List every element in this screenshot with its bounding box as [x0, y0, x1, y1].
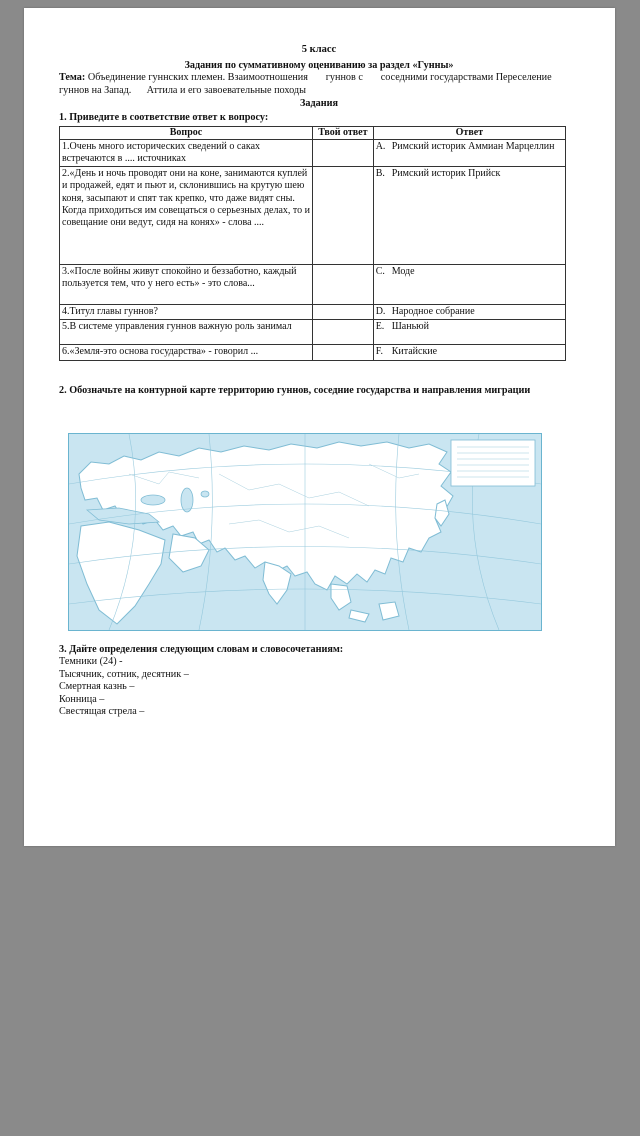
- definition-item: Конница –: [59, 693, 105, 705]
- answer-letter: A.: [375, 140, 386, 152]
- answer-cell: [373, 265, 565, 305]
- document-content: [59, 44, 579, 397]
- topic-line: [59, 72, 579, 97]
- answer-letter: D.: [375, 306, 386, 318]
- column-header-your-answer: Твой ответ: [312, 126, 373, 139]
- answer-text: Китайские: [391, 346, 438, 358]
- answer-letter: E.: [375, 321, 385, 333]
- grade-heading: 5 класс: [301, 44, 337, 55]
- tasks-heading: Задания: [300, 98, 338, 110]
- contour-map-drawing: [69, 434, 541, 630]
- task3-heading: 3. Дайте определения следующим словам и словосочетаниям:: [59, 644, 344, 655]
- answer-letter: C.: [375, 266, 385, 278]
- map-black-sea: [141, 495, 165, 505]
- your-answer-cell[interactable]: [312, 305, 373, 320]
- topic-text: Объединение гуннских племен. Взаимоотношения гуннов с соседними государствами Переселение гуннов на Запад. Аттила и его завоевательные походы: [59, 72, 555, 96]
- table-row: [60, 305, 566, 320]
- map-aral-sea: [201, 491, 209, 497]
- answer-cell: [373, 139, 565, 166]
- answer-text: Римский историк Прийск: [391, 168, 501, 180]
- answer-text: Народное собрание: [391, 306, 475, 318]
- answer-cell: [373, 345, 565, 360]
- answer-cell: [373, 320, 565, 345]
- answer-letter: F.: [375, 346, 383, 358]
- table-row: [60, 139, 566, 166]
- column-header-answer: Ответ: [373, 126, 565, 139]
- question-cell: 3.«После войны живут спокойно и беззаботно, каждый пользуется тем, что у него есть» - это слова...: [60, 265, 313, 305]
- answer-text: Шаньюй: [391, 321, 429, 333]
- table-row: [60, 345, 566, 360]
- answer-letter: B.: [375, 168, 385, 180]
- question-cell: 6.«Земля-это основа государства» - говорил ...: [60, 345, 313, 360]
- definition-item: Смертная казнь –: [59, 681, 135, 693]
- table-row: [60, 265, 566, 305]
- document-page: [24, 8, 615, 846]
- answer-cell: [373, 167, 565, 265]
- question-cell: 4.Титул главы гуннов?: [60, 305, 313, 320]
- question-cell: 1.Очень много исторических сведений о саках встречаются в .... источниках: [60, 139, 313, 166]
- your-answer-cell[interactable]: [312, 345, 373, 360]
- task2-heading: 2. Обозначьте на контурной карте территорию гуннов, соседние государства и направления миграции: [59, 384, 531, 396]
- your-answer-cell[interactable]: [312, 139, 373, 166]
- definition-item: Свестящая стрела –: [59, 706, 145, 718]
- matching-table: [59, 126, 566, 361]
- question-cell: 2.«День и ночь проводят они на коне, занимаются куплей и продажей, едят и пьют и, склонившись на крутую шею коня, засыпают и спят так крепко, что даже видят сны. Когда приходиться им совещаться о серьезных делах, то и совещание они ведут, сидя на конях» - слова ....: [60, 167, 313, 265]
- your-answer-cell[interactable]: [312, 167, 373, 265]
- table-row: [60, 167, 566, 265]
- definition-item: Тысячник, сотник, десятник –: [59, 668, 189, 680]
- task1-heading: 1. Приведите в соответствие ответ к вопросу:: [59, 111, 269, 123]
- table-row: [60, 320, 566, 345]
- topic-label: Тема:: [59, 72, 86, 84]
- definition-item: Темники (24) -: [59, 656, 123, 668]
- answer-text: Моде: [391, 266, 415, 278]
- table-header-row: [60, 126, 566, 139]
- document-title: Задания по суммативному оцениванию за раздел «Гунны»: [184, 59, 454, 71]
- answer-text: Римский историк Аммиан Марцеллин: [391, 140, 555, 152]
- answer-cell: [373, 305, 565, 320]
- task3-section: [59, 644, 579, 718]
- your-answer-cell[interactable]: [312, 320, 373, 345]
- column-header-question: Вопрос: [60, 126, 313, 139]
- your-answer-cell[interactable]: [312, 265, 373, 305]
- question-cell: 5.В системе управления гуннов важную роль занимал: [60, 320, 313, 345]
- contour-map[interactable]: [68, 433, 542, 631]
